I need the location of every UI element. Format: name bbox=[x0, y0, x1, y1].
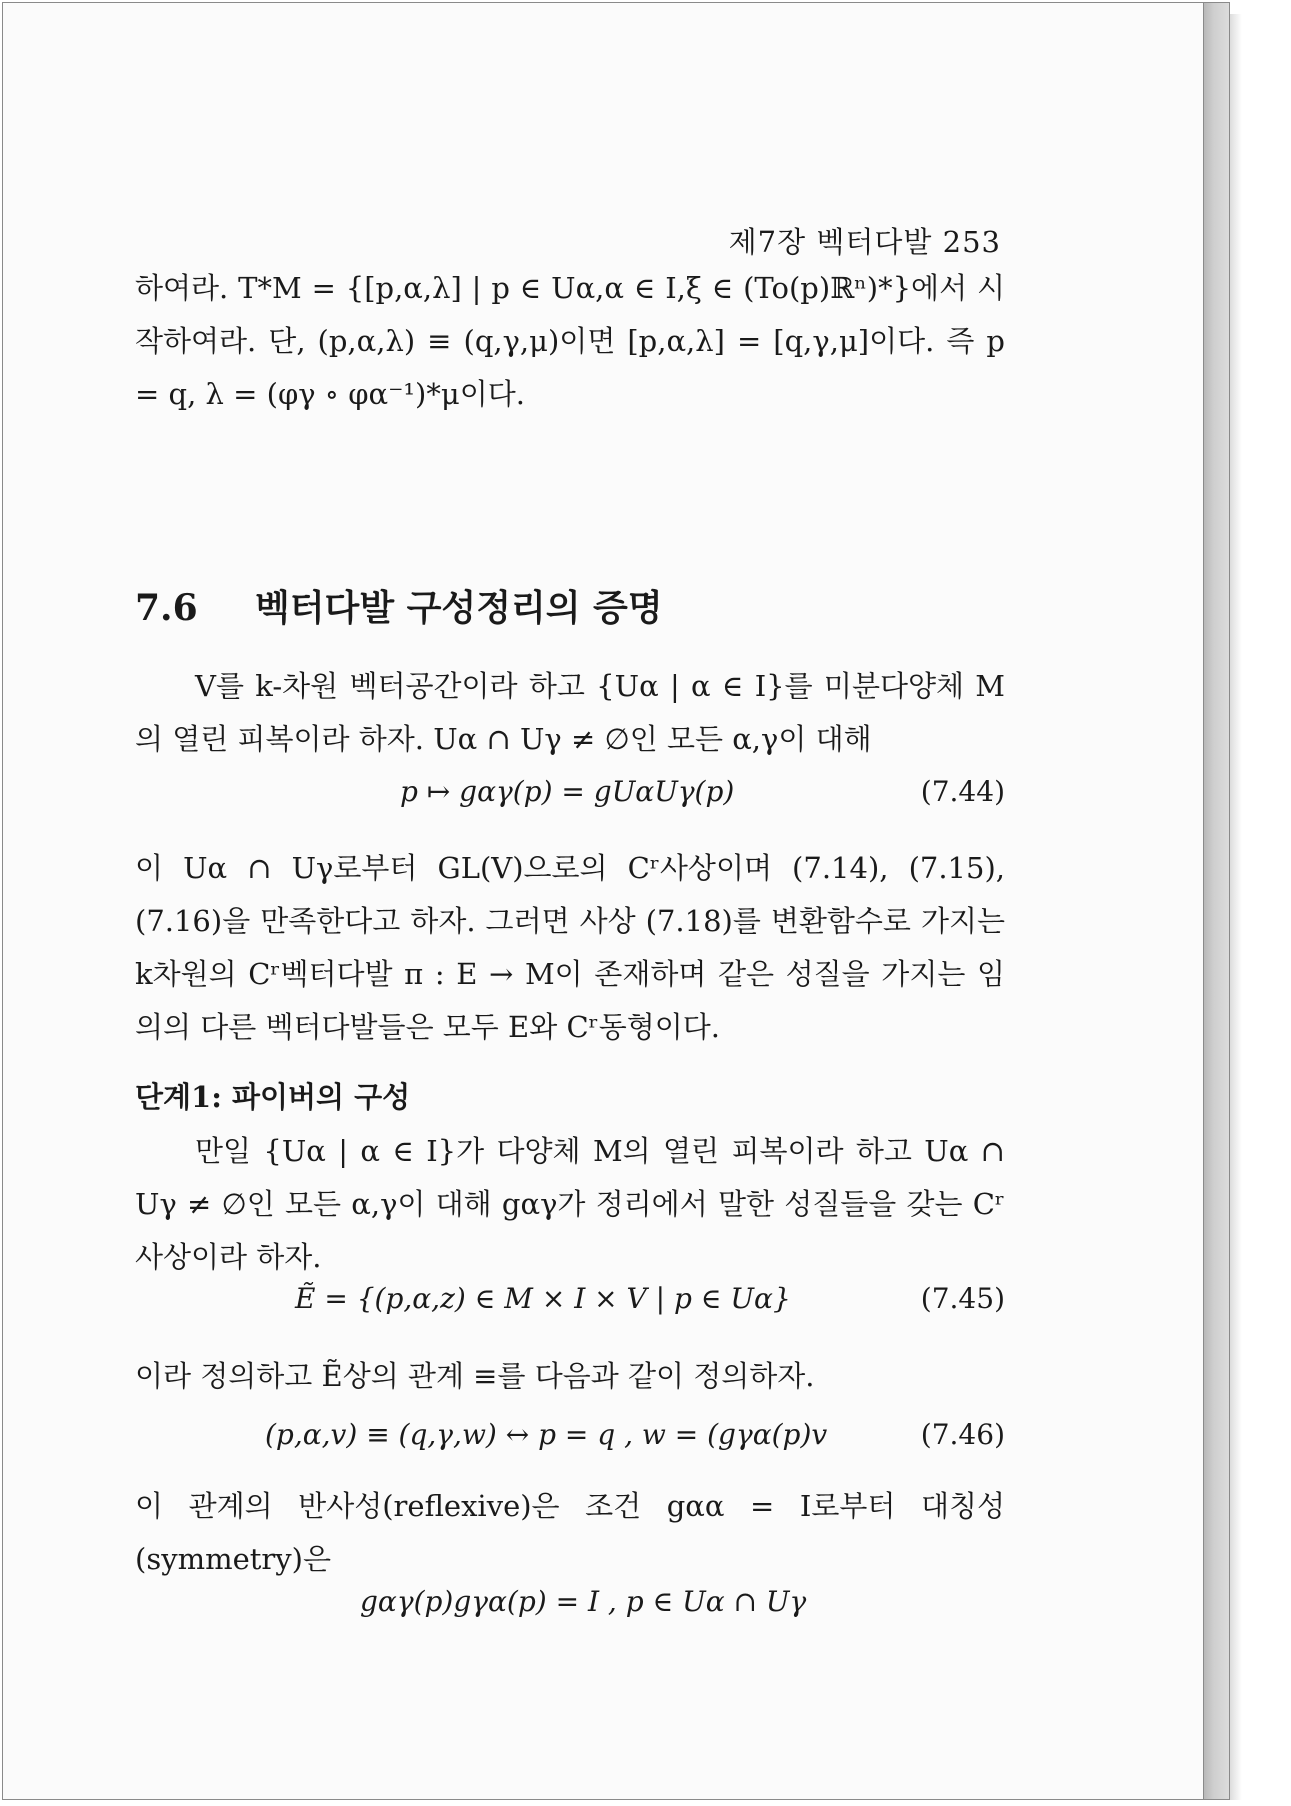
equation-last-body: gαγ(p)gγα(p) = I , p ∈ Uα ∩ Uγ bbox=[360, 1585, 807, 1618]
equation-7-44-body: p ↦ gαγ(p) = gUαUγ(p) bbox=[400, 775, 735, 808]
theorem-paragraph-1 bbox=[135, 660, 1005, 766]
equation-7-45 bbox=[135, 1282, 1005, 1326]
theorem-paragraph-1-text: V를 k-차원 벡터공간이라 하고 {Uα | α ∈ I}를 미분다양체 M의 열린 피복이라 하자. Uα ∩ Uγ ≠ ∅인 모든 α,γ이 대해 bbox=[135, 669, 1005, 756]
step-paragraph-2-text: 이라 정의하고 Ẽ상의 관계 ≡를 다음과 같이 정의하자. bbox=[135, 1359, 815, 1393]
step-paragraph-3-text: 이 관계의 반사성(reflexive)은 조건 gαα = I로부터 대칭성(symmetry)은 bbox=[135, 1489, 1005, 1576]
equation-7-46-body: (p,α,v) ≡ (q,γ,w) ↔ p = q , w = (gγα(p)v bbox=[265, 1418, 828, 1451]
theorem-paragraph-2 bbox=[135, 842, 1005, 1054]
equation-7-45-number: (7.45) bbox=[920, 1282, 1005, 1315]
equation-7-45-body: Ẽ = {(p,α,z) ∈ M × I × V | p ∈ Uα} bbox=[295, 1282, 791, 1315]
equation-7-46-number: (7.46) bbox=[920, 1418, 1005, 1451]
page-shadow bbox=[1230, 14, 1242, 1800]
step-paragraph-1 bbox=[135, 1125, 1005, 1284]
paragraph-top-text: 하여라. T*M = {[p,α,λ] | p ∈ Uα,α ∈ I,ξ ∈ (To(p)ℝⁿ)*}에서 시작하여라. 단, (p,α,λ) ≡ (q,γ,μ)이면 [p,α,λ] = [q,γ,μ]이다. 즉 p = q, λ = (φγ ∘ φα⁻¹)*μ이다. bbox=[135, 271, 1005, 411]
equation-7-44 bbox=[135, 775, 1005, 819]
equation-last bbox=[135, 1585, 1005, 1629]
step-heading: 단계1: 파이버의 구성 bbox=[135, 1080, 411, 1114]
step-paragraph-2 bbox=[135, 1350, 1005, 1403]
step-paragraph-1-text: 만일 {Uα | α ∈ I}가 다양체 M의 열린 피복이라 하고 Uα ∩ Uγ ≠ ∅인 모든 α,γ이 대해 gαγ가 정리에서 말한 성질들을 갖는 Cʳ 사상이라 하자. bbox=[135, 1134, 1005, 1274]
theorem-paragraph-2-text: 이 Uα ∩ Uγ로부터 GL(V)으로의 Cʳ사상이며 (7.14), (7.15), (7.16)을 만족한다고 하자. 그러면 사상 (7.18)를 변환함수로 가지는 k차원의 Cʳ벡터다발 π : E → M이 존재하며 같은 성질을 가지는 임의의 다른 벡터다발들은 모두 E와 Cʳ동형이다. bbox=[135, 851, 1005, 1044]
section-title: 벡터다발 구성정리의 증명 bbox=[255, 587, 663, 629]
running-head: 제7장 벡터다발 253 bbox=[728, 225, 1001, 259]
paragraph-top bbox=[135, 262, 1005, 421]
equation-7-46 bbox=[135, 1418, 1005, 1462]
page-edge bbox=[1204, 2, 1230, 1800]
step-paragraph-3 bbox=[135, 1480, 1005, 1586]
equation-7-44-number: (7.44) bbox=[920, 775, 1005, 808]
section-heading bbox=[135, 580, 663, 631]
section-number: 7.6 bbox=[135, 587, 198, 629]
